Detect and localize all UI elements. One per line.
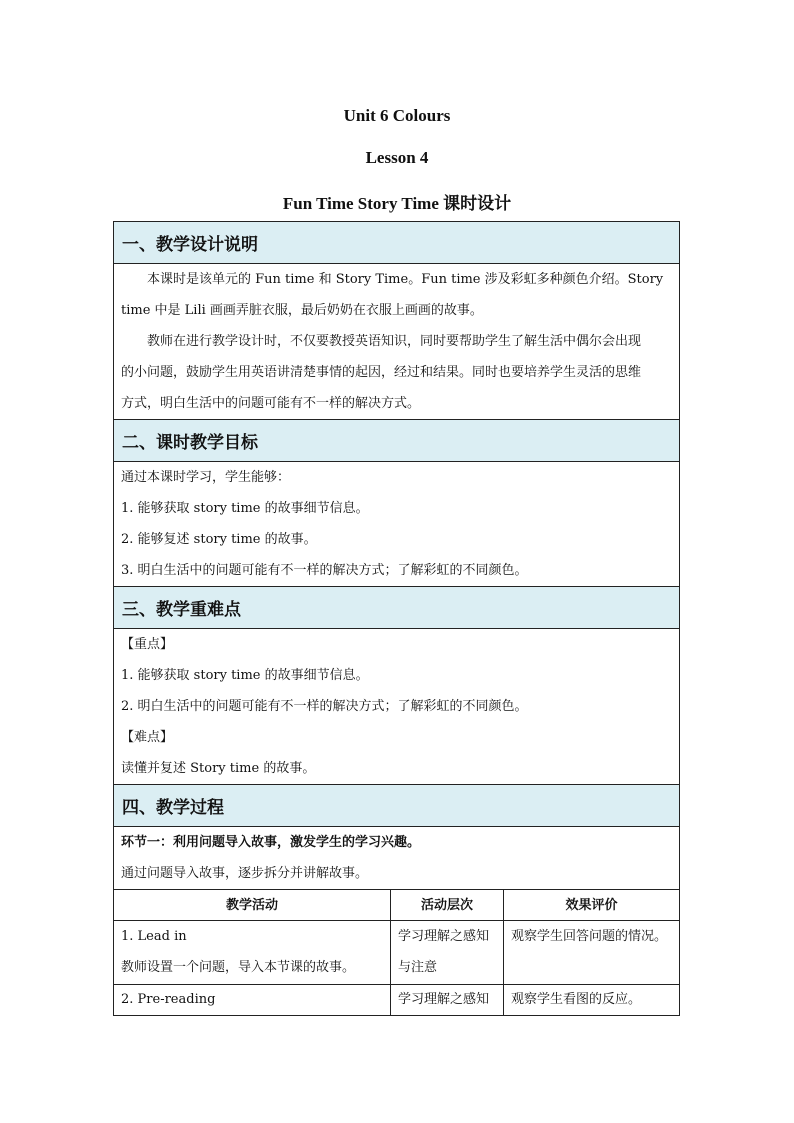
col-header-activity: 教学活动 [114, 890, 391, 921]
doc-title-unit: Unit 6 Colours [343, 106, 451, 125]
table-cell-activity [114, 985, 391, 1015]
table-cell-level [391, 985, 504, 1015]
cell-line: 学习理解之感知 [398, 992, 490, 1007]
cell-line: 观察学生看图的反应。 [511, 992, 642, 1007]
table-cell-evaluation [504, 985, 679, 1015]
objective-intro: 通过本课时学习，学生能够： [121, 470, 291, 485]
section-2-heading: 二、课时教学目标 [114, 420, 679, 462]
cell-line: 学习理解之感知 [398, 929, 490, 944]
section-4-intro [114, 827, 679, 890]
difficult-points-label: 【难点】 [121, 730, 174, 745]
cell-line: 与注意 [398, 960, 438, 975]
col-header-evaluation: 效果评价 [504, 890, 679, 921]
section-1-line: 本课时是该单元的 Fun time 和 Story Time。Fun time 涉及彩虹多种颜色介绍。Story [147, 272, 664, 287]
section-1-line: time 中是 Lili 画画弄脏衣服，最后奶奶在衣服上画画的故事。 [121, 303, 483, 318]
doc-title-lesson: Lesson 4 [365, 148, 429, 167]
objective-item: 2. 能够复述 story time 的故事。 [121, 532, 317, 547]
cell-line: 1. Lead in [121, 929, 187, 944]
section-1-line: 教师在进行教学设计时，不仅要教授英语知识，同时要帮助学生了解生活中偶尔会出现 [147, 334, 642, 349]
lesson-plan-table [113, 221, 680, 1016]
process-table [114, 890, 679, 1015]
objective-item: 3. 明白生活中的问题可能有不一样的解决方式；了解彩虹的不同颜色。 [121, 563, 528, 578]
key-points-label: 【重点】 [121, 637, 174, 652]
cell-line: 教师设置一个问题，导入本节课的故事。 [121, 960, 356, 975]
objective-item: 1. 能够获取 story time 的故事细节信息。 [121, 501, 369, 516]
doc-title-design: Fun Time Story Time 课时设计 [282, 194, 512, 213]
section-3-body [114, 629, 679, 785]
section-4-heading: 四、教学过程 [114, 785, 679, 827]
col-header-level: 活动层次 [391, 890, 504, 921]
table-cell-activity [114, 921, 391, 985]
cell-line: 2. Pre-reading [121, 992, 216, 1007]
difficult-point-item: 读懂并复述 Story time 的故事。 [121, 761, 316, 776]
section-2-body [114, 462, 679, 587]
key-point-item: 1. 能够获取 story time 的故事细节信息。 [121, 668, 369, 683]
table-cell-evaluation [504, 921, 679, 985]
section-3-heading: 三、教学重难点 [114, 587, 679, 629]
step-title: 环节一：利用问题导入故事，激发学生的学习兴趣。 [121, 835, 421, 850]
section-1-line: 的小问题，鼓励学生用英语讲清楚事情的起因，经过和结果。同时也要培养学生灵活的思维 [121, 365, 642, 380]
section-1-heading: 一、教学设计说明 [114, 222, 679, 264]
table-cell-level [391, 921, 504, 985]
cell-line: 观察学生回答问题的情况。 [511, 929, 668, 944]
section-1-line: 方式，明白生活中的问题可能有不一样的解决方式。 [121, 396, 421, 411]
key-point-item: 2. 明白生活中的问题可能有不一样的解决方式；了解彩虹的不同颜色。 [121, 699, 528, 714]
section-1-body [114, 264, 679, 420]
step-description: 通过问题导入故事，逐步拆分并讲解故事。 [121, 866, 369, 881]
